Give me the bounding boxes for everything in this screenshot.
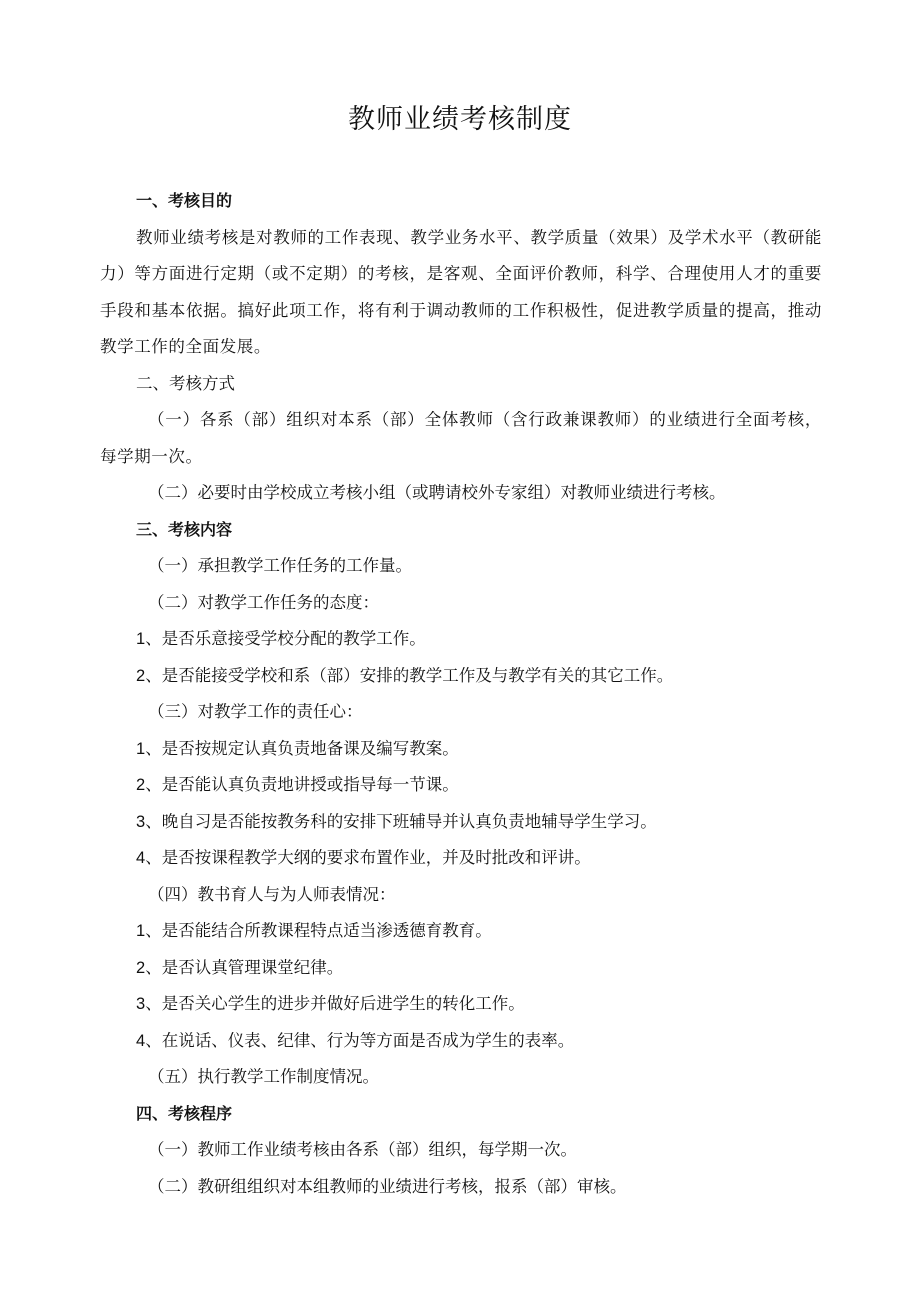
- method-item-2: （二）必要时由学校成立考核小组（或聘请校外专家组）对教师业绩进行考核。: [148, 483, 726, 502]
- list-item: 3、是否关心学生的进步并做好后进学生的转化工作。: [136, 994, 525, 1013]
- list-item: 2、是否能认真负责地讲授或指导每一节课。: [136, 775, 459, 794]
- list-item: 4、是否按课程教学大纲的要求布置作业，并及时批改和评讲。: [136, 848, 591, 867]
- procedure-item-1: （一）教师工作业绩考核由各系（部）组织，每学期一次。: [148, 1140, 577, 1159]
- list-item: 1、是否能结合所教课程特点适当渗透德育教育。: [136, 921, 492, 940]
- content-sub-5: （五）执行教学工作制度情况。: [148, 1067, 379, 1086]
- list-item: 2、是否认真管理课堂纪律。: [136, 957, 344, 977]
- content-sub-1: （一）承担教学工作任务的工作量。: [148, 556, 412, 575]
- content-sub-3: （三）对教学工作的责任心：: [148, 702, 363, 721]
- list-item: 1、是否按规定认真负责地备课及编写教案。: [136, 738, 459, 758]
- list-item: 1、是否乐意接受学校分配的教学工作。: [136, 629, 426, 648]
- list-item: 4、在说话、仪表、纪律、行为等方面是否成为学生的表率。: [136, 1030, 575, 1050]
- document-body: [100, 183, 822, 1205]
- procedure-item-2: （二）教研组组织对本组教师的业绩进行考核，报系（部）审核。: [148, 1176, 627, 1196]
- content-sub-4: （四）教书育人与为人师表情况：: [148, 884, 396, 904]
- section-heading-content: 三、考核内容: [136, 519, 233, 539]
- content-sub-2: （二）对教学工作任务的态度：: [148, 592, 379, 612]
- purpose-paragraph: 教师业绩考核是对教师的工作表现、教学业务水平、教学质量（效果）及学术水平（教研能力）等方面进行定期（或不定期）的考核，是客观、全面评价教师，科学、合理使用人才的重要手段和基本依据。搞好此项工作，将有利于调动教师的工作积极性，促进教学质量的提高，推动教学工作的全面发展。: [100, 227, 822, 356]
- document-title: 教师业绩考核制度: [348, 104, 572, 135]
- list-item: 3、晚自习是否能按教务科的安排下班辅导并认真负责地辅导学生学习。: [136, 811, 657, 831]
- list-item: 2、是否能接受学校和系（部）安排的教学工作及与教学有关的其它工作。: [136, 665, 674, 685]
- method-item-1: （一）各系（部）组织对本系（部）全体教师（含行政兼课教师）的业绩进行全面考核，每学期一次。: [100, 410, 822, 466]
- section-heading-method: 二、考核方式: [136, 373, 235, 393]
- section-heading-procedure: 四、考核程序: [136, 1103, 233, 1123]
- section-heading-purpose: 一、考核目的: [136, 191, 233, 210]
